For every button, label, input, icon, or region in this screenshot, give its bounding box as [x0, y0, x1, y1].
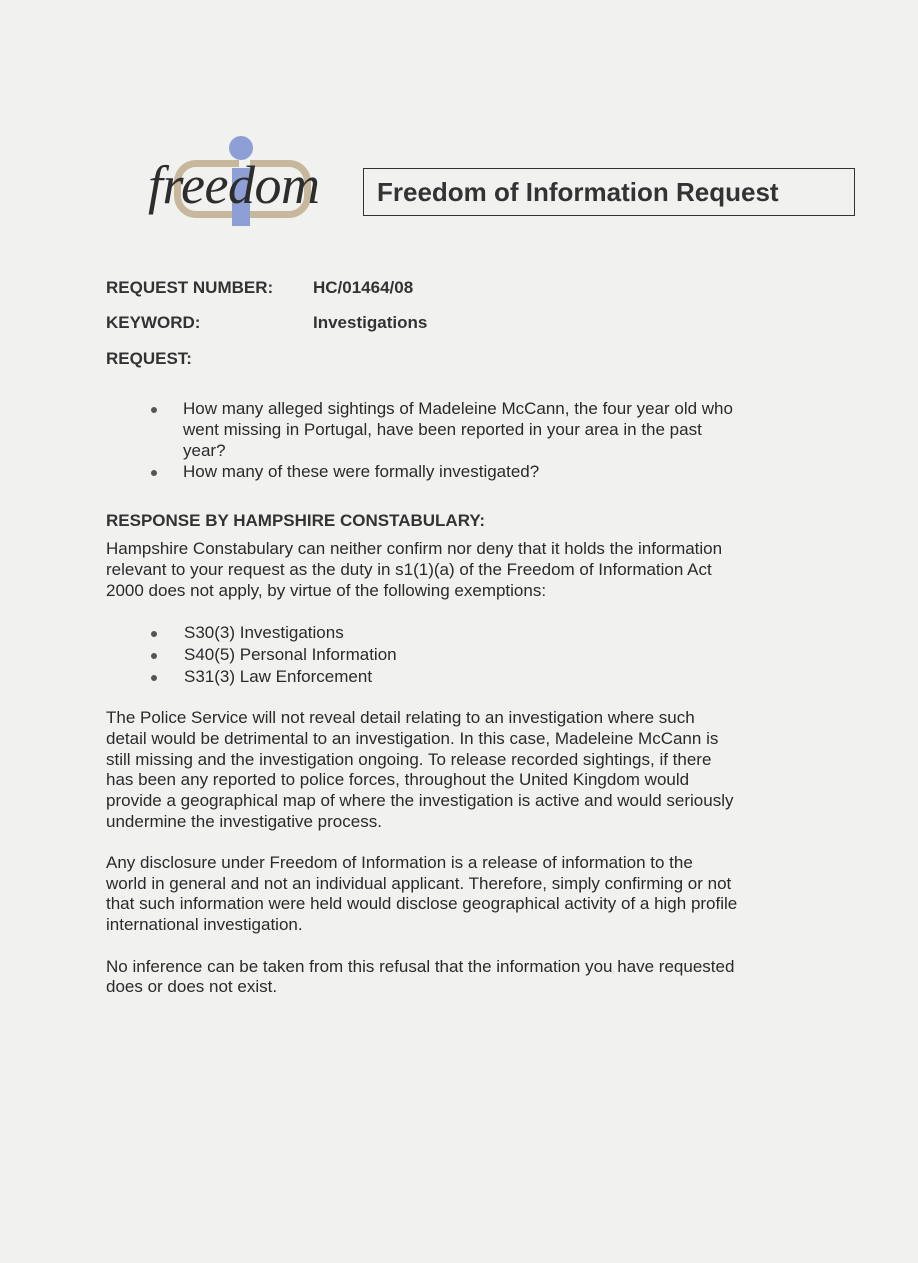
bullet-icon [151, 470, 157, 476]
keyword-label: KEYWORD: [106, 313, 201, 332]
intro-line: relevant to your request as the duty in s1(1)(a) of the Freedom of Information Act [106, 560, 712, 579]
bullet-icon [151, 631, 157, 637]
response-heading: RESPONSE BY HAMPSHIRE CONSTABULARY: [106, 511, 486, 530]
request-number-value: HC/01464/08 [313, 278, 414, 297]
keyword-value: Investigations [313, 313, 428, 332]
paragraph-line: has been any reported to police forces, throughout the United Kingdom would [106, 770, 690, 789]
bullet-icon [151, 653, 157, 659]
request-number-label: REQUEST NUMBER: [106, 278, 274, 297]
bullet-icon [151, 675, 157, 681]
request-item-line: year? [183, 441, 226, 460]
bullet-icon [151, 407, 157, 413]
paragraph-line: detail would be detrimental to an investigation. In this case, Madeleine McCann is [106, 729, 719, 748]
request-item-line: How many of these were formally investigated? [183, 462, 540, 481]
paragraph-line: international investigation. [106, 915, 303, 934]
intro-line: 2000 does not apply, by virtue of the following exemptions: [106, 581, 547, 600]
paragraph-line: No inference can be taken from this refusal that the information you have requested [106, 957, 735, 976]
request-item-line: went missing in Portugal, have been reported in your area in the past [183, 420, 702, 439]
exemption-item: S31(3) Law Enforcement [184, 667, 373, 686]
paragraph-line: Any disclosure under Freedom of Information is a release of information to the [106, 853, 693, 872]
request-item-line: How many alleged sightings of Madeleine McCann, the four year old who [183, 399, 733, 418]
freedom-logo [148, 134, 344, 230]
document-title: Freedom of Information Request [377, 177, 779, 207]
document-title-box [363, 168, 855, 216]
exemption-item: S30(3) Investigations [184, 623, 344, 642]
paragraph-line: still missing and the investigation ongoing. To release recorded sightings, if there [106, 750, 712, 769]
logo-text: freedom [148, 155, 320, 215]
paragraph-line: The Police Service will not reveal detail relating to an investigation where such [106, 708, 695, 727]
paragraph-line: that such information were held would disclose geographical activity of a high profile [106, 894, 738, 913]
paragraph-line: undermine the investigative process. [106, 812, 382, 831]
paragraph-line: does or does not exist. [106, 977, 278, 996]
request-label: REQUEST: [106, 349, 192, 368]
paragraph-line: world in general and not an individual applicant. Therefore, simply confirming or not [106, 874, 732, 893]
exemption-item: S40(5) Personal Information [184, 645, 397, 664]
intro-line: Hampshire Constabulary can neither confirm nor deny that it holds the information [106, 539, 723, 558]
paragraph-line: provide a geographical map of where the investigation is active and would seriously [106, 791, 734, 810]
